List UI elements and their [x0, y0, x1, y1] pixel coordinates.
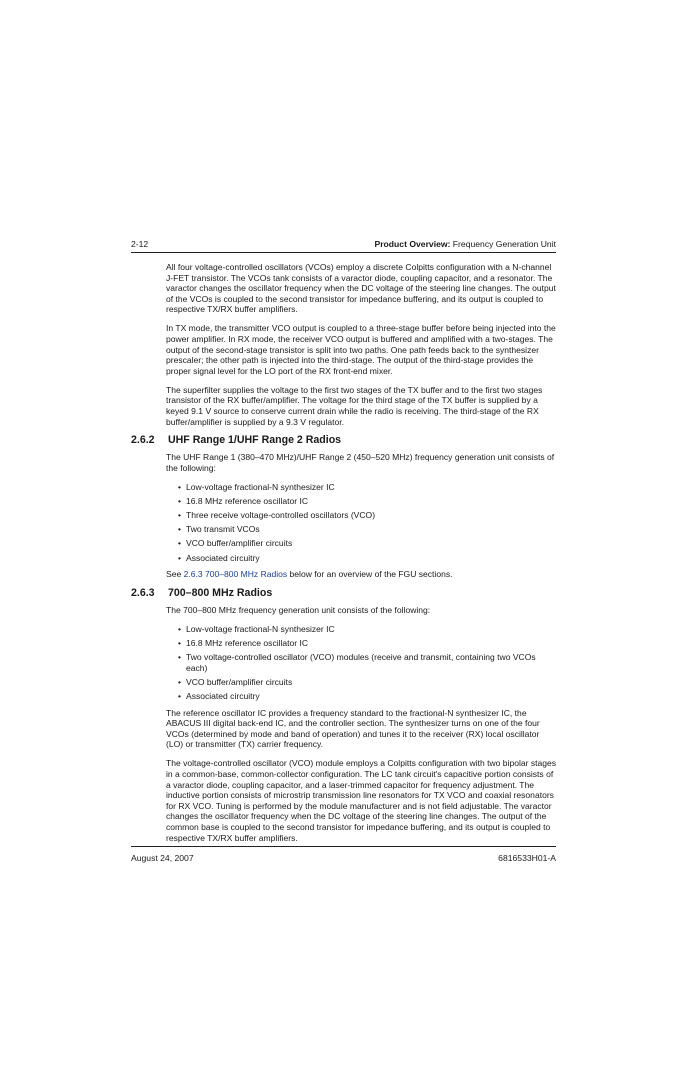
list-item: [178, 553, 556, 564]
list-item-text: Two transmit VCOs: [186, 524, 260, 535]
section-2-6-2-bullet-list: [166, 482, 556, 564]
bullet-icon: •: [178, 691, 181, 702]
list-item: [178, 691, 556, 702]
list-item: [178, 482, 556, 493]
intro-paragraph-1: All four voltage-controlled oscillators (VCOs) employ a discrete Colpitts configuration with a N-channel J-FET transistor. The VCOs tank consists of a varactor diode, coupling capacitor, and a resonator. The varactor changes the oscillator frequency when the DC voltage of the steering line changes. The output of the VCOs is coupled to the second transistor for impedance buffering, and its output is coupled to respective TX/RX buffer amplifiers.: [166, 262, 556, 315]
page-header: [131, 236, 556, 253]
body-content: [131, 262, 557, 852]
list-item: [178, 538, 556, 549]
header-section-bold: Product Overview:: [374, 239, 451, 249]
bullet-icon: •: [178, 538, 181, 549]
page-footer: [131, 846, 556, 865]
bullet-icon: •: [178, 510, 181, 521]
list-item-text: VCO buffer/amplifier circuits: [186, 538, 293, 549]
section-title: UHF Range 1/UHF Range 2 Radios: [168, 434, 342, 447]
bullet-icon: •: [178, 481, 181, 492]
footer-doc-number: 6816533H01-A: [498, 853, 556, 863]
page-number: 2-12: [131, 239, 149, 249]
bullet-icon: •: [178, 524, 181, 535]
list-item-text: Two voltage-controlled oscillator (VCO) modules (receive and transmit, containing two VCOs each): [186, 652, 536, 673]
see-prefix: See: [166, 569, 184, 580]
see-suffix: below for an overview of the FGU sections.: [287, 569, 453, 580]
bullet-icon: •: [178, 676, 181, 687]
list-item-text: VCO buffer/amplifier circuits: [186, 676, 293, 687]
list-item-text: 16.8 MHz reference oscillator IC: [186, 495, 309, 506]
list-item: [178, 524, 556, 535]
section-heading-2-6-3: [131, 588, 556, 599]
section-2-6-3-paragraph-1: The reference oscillator IC provides a frequency standard to the fractional-N synthesizer IC, the ABACUS III digital back-end IC, and the controller section. The synthesizer turns on one of the four VCOs (determined by mode and band of operation) and tunes it to the receiver (RX) local oscillator (LO) or transmitter (TX) carrier frequency.: [166, 707, 540, 750]
section-title: 700–800 MHz Radios: [168, 587, 273, 600]
list-item: [178, 624, 556, 635]
bullet-icon: •: [178, 652, 181, 663]
intro-paragraph-3: The superfilter supplies the voltage to the first two stages of the TX buffer and to the first two stages transistor of the RX buffer/amplifier. The voltage for the third stage of the TX buffer is supplied by a keyed 9.1 V source to conserve current drain while the radio is receiving. The third-stage of the RX buffer/amplifier is supplied by a 9.3 V regulator.: [166, 384, 543, 427]
intro-paragraph-2: In TX mode, the transmitter VCO output is coupled to a three-stage buffer before being injected into the power amplifier. In RX mode, the receiver VCO output is buffered and amplified with a two-stages. The output of the second-stage transistor is split into two paths. One path feeds back to the synthesizer prescaler; the other path is injected into the third-stage. The output of the third-stage provides the proper signal level for the LO port of the RX front-end mixer.: [166, 323, 556, 376]
list-item: [178, 652, 556, 673]
bullet-icon: •: [178, 623, 181, 634]
list-item: [178, 638, 556, 649]
cross-reference-link[interactable]: 2.6.3 700–800 MHz Radios: [183, 569, 288, 580]
list-item-text: Low-voltage fractional-N synthesizer IC: [186, 623, 335, 634]
section-number: 2.6.3: [131, 587, 155, 600]
list-item: [178, 677, 556, 688]
bullet-icon: •: [178, 495, 181, 506]
list-item: [178, 510, 556, 521]
footer-date: August 24, 2007: [131, 853, 194, 863]
section-2-6-2-intro: The UHF Range 1 (380–470 MHz)/UHF Range 2 (450–520 MHz) frequency generation unit consists of the following:: [166, 452, 555, 473]
section-2-6-3-paragraph-2: The voltage-controlled oscillator (VCO) module employs a Colpitts configuration with two bipolar stages in a common-base, common-collector configuration. The LC tank circuit's capacitive portion consists of a varactor diode, coupling capacitor, and a laser-trimmed capacitor for frequency adjustment. The inductive portion consists of microstrip transmission line resonators for TX VCO and coaxial resonators for RX VCO. Tuning is performed by the module manufacturer and is not field adjustable. The varactor changes the oscillator frequency when the DC voltage of the steering line changes. The output of the common base is coupled to the second transistor for impedance buffering, and its output is coupled to respective TX/RX buffer amplifiers.: [166, 758, 557, 843]
bullet-icon: •: [178, 637, 181, 648]
see-reference: [166, 569, 556, 580]
section-heading-2-6-2: [131, 435, 556, 446]
list-item-text: Associated circuitry: [186, 691, 260, 702]
list-item-text: 16.8 MHz reference oscillator IC: [186, 637, 309, 648]
list-item-text: Associated circuitry: [186, 552, 260, 563]
bullet-icon: •: [178, 552, 181, 563]
header-section-title: [374, 239, 556, 249]
section-2-6-3-bullet-list: [166, 624, 556, 702]
list-item-text: Three receive voltage-controlled oscillators (VCO): [186, 510, 376, 521]
list-item-text: Low-voltage fractional-N synthesizer IC: [186, 481, 335, 492]
list-item: [178, 496, 556, 507]
section-2-6-3-intro: The 700–800 MHz frequency generation unit consists of the following:: [166, 604, 431, 615]
section-number: 2.6.2: [131, 434, 155, 447]
header-section-rest: Frequency Generation Unit: [450, 239, 556, 249]
